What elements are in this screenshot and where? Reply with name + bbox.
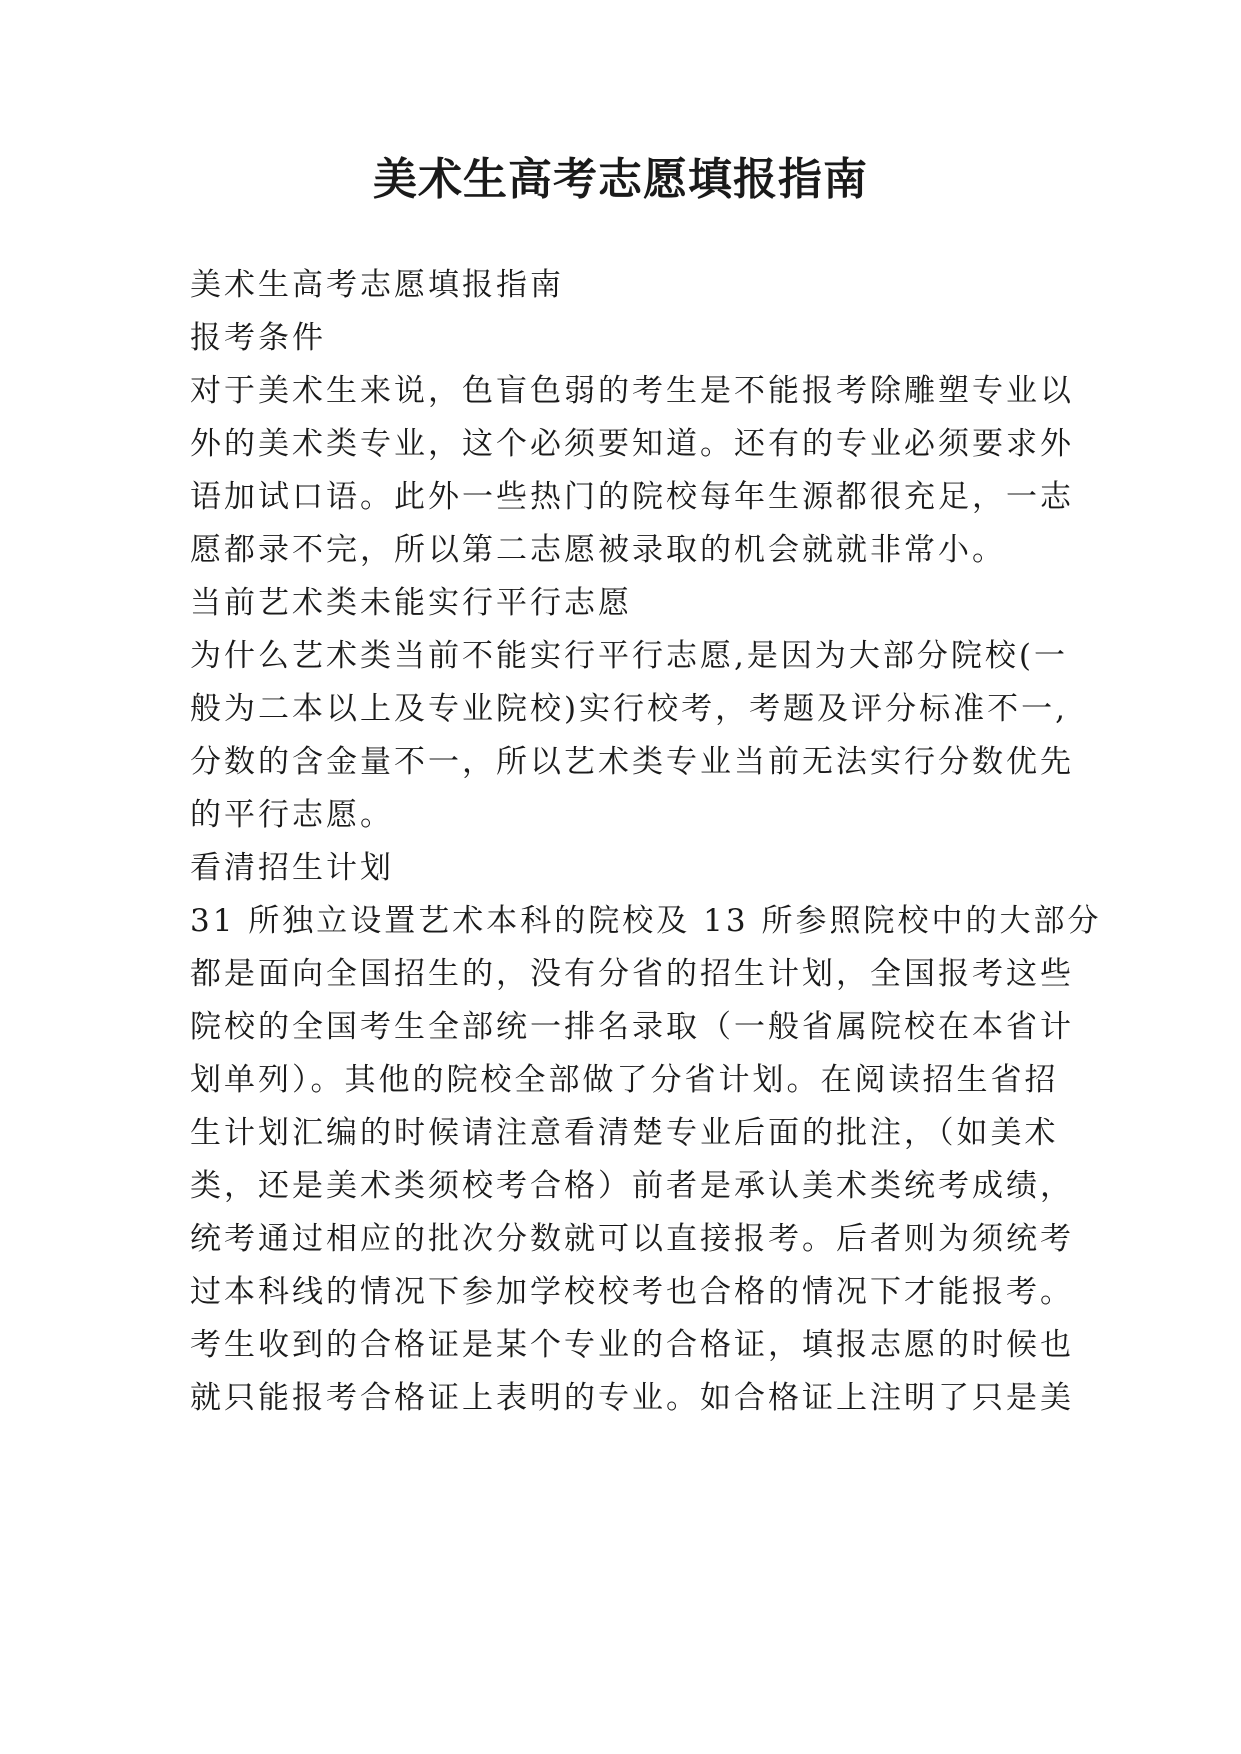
paragraph-line: 考生收到的合格证是某个专业的合格证，填报志愿的时候也	[190, 1327, 1074, 1363]
paragraph-line: 划单列）。其他的院校全部做了分省计划。在阅读招生省招	[190, 1062, 1059, 1098]
document-title: 美术生高考志愿填报指南	[373, 154, 868, 205]
paragraph-line: 统考通过相应的批次分数就可以直接报考。后者则为须统考	[190, 1221, 1074, 1257]
paragraph-line: 都是面向全国招生的，没有分省的招生计划，全国报考这些	[190, 956, 1074, 992]
paragraph-line: 愿都录不完，所以第二志愿被录取的机会就就非常小。	[190, 532, 1006, 568]
paragraph-line: 类，还是美术类须校考合格）前者是承认美术类统考成绩，	[190, 1168, 1074, 1204]
paragraph-line: 院校的全国考生全部统一排名录取（一般省属院校在本省计	[190, 1009, 1074, 1045]
section-heading-line: 看清招生计划	[190, 850, 394, 886]
paragraph-line: 生计划汇编的时候请注意看清楚专业后面的批注，（如美术	[190, 1115, 1059, 1151]
paragraph-line: 分数的含金量不一，所以艺术类专业当前无法实行分数优先	[190, 744, 1074, 780]
paragraph-line: 就只能报考合格证上表明的专业。如合格证上注明了只是美	[190, 1380, 1074, 1416]
paragraph-line: 语加试口语。此外一些热门的院校每年生源都很充足，一志	[190, 479, 1074, 515]
paragraph-line: 外的美术类专业，这个必须要知道。还有的专业必须要求外	[190, 426, 1074, 462]
paragraph-line: 过本科线的情况下参加学校校考也合格的情况下才能报考。	[190, 1274, 1074, 1310]
paragraph-line: 为什么艺术类当前不能实行平行志愿,是因为大部分院校(一	[190, 638, 1068, 674]
paragraph-line: 对于美术生来说，色盲色弱的考生是不能报考除雕塑专业以	[190, 373, 1074, 409]
paragraph-line: 般为二本以上及专业院校)实行校考，考题及评分标准不一,	[190, 691, 1068, 727]
subtitle-line: 美术生高考志愿填报指南	[190, 267, 564, 303]
paragraph-line: 31 所独立设置艺术本科的院校及 13 所参照院校中的大部分	[190, 903, 1102, 939]
section-heading-line: 当前艺术类未能实行平行志愿	[190, 585, 632, 621]
paragraph-line: 的平行志愿。	[190, 797, 394, 833]
section-heading-line: 报考条件	[190, 320, 326, 356]
